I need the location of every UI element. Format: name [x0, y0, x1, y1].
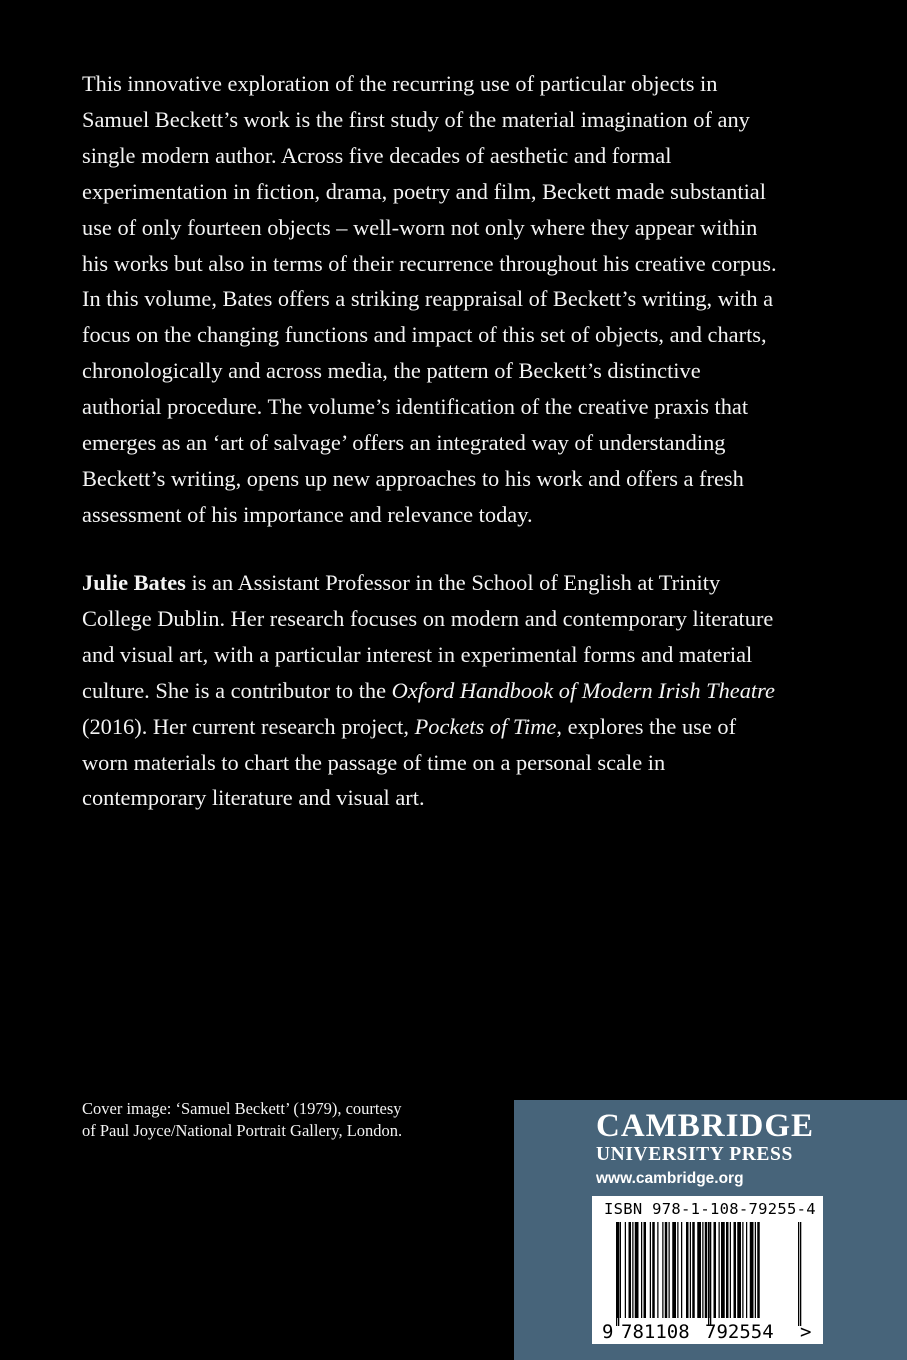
barcode-guard-bar: [616, 1222, 617, 1326]
barcode-bar: [719, 1222, 720, 1318]
barcode-bar: [686, 1222, 689, 1318]
barcode-digit-lead: 9: [602, 1321, 614, 1343]
barcode-bar: [730, 1222, 731, 1318]
barcode-bar: [625, 1222, 626, 1318]
barcode-bar: [726, 1222, 729, 1318]
barcode-bar: [620, 1222, 621, 1318]
barcode-guard-bar: [800, 1222, 801, 1326]
isbn-barcode: [592, 1196, 823, 1344]
barcode-bar: [669, 1222, 670, 1318]
barcode-digits-right: 792554: [705, 1321, 774, 1343]
publisher-url: www.cambridge.org: [596, 1170, 744, 1187]
barcode-bar: [721, 1222, 725, 1318]
barcode-bar: [746, 1222, 747, 1318]
bio-text-2: (2016). Her current research project,: [82, 713, 415, 739]
credit-line-2: of Paul Joyce/National Portrait Gallery, London.: [82, 1121, 403, 1140]
barcode-bar: [672, 1222, 676, 1318]
barcode-bars: [592, 1196, 823, 1344]
barcode-bar: [697, 1222, 701, 1318]
barcode-bar: [662, 1222, 663, 1318]
barcode-bar: [757, 1222, 760, 1318]
project-title: Pockets of Time: [414, 713, 557, 739]
barcode-bar: [635, 1222, 639, 1318]
barcode-guard-bar: [618, 1222, 619, 1326]
barcode-end-mark: >: [800, 1321, 812, 1343]
handbook-title: Oxford Handbook of Modern Irish Theatre: [391, 677, 775, 703]
barcode-bar: [657, 1222, 658, 1318]
barcode-bar: [650, 1222, 651, 1318]
author-name: Julie Bates: [82, 570, 186, 595]
author-biography: [82, 565, 782, 816]
barcode-bar: [644, 1222, 647, 1318]
publisher-name: CAMBRIDGE: [596, 1108, 815, 1144]
isbn-label: ISBN 978-1-108-79255-4: [604, 1200, 816, 1218]
barcode-bar: [755, 1222, 756, 1318]
barcode-bar: [750, 1222, 754, 1318]
barcode-bar: [692, 1222, 695, 1318]
barcode-bar: [641, 1222, 642, 1318]
barcode-bar: [737, 1222, 741, 1318]
barcode-bar: [677, 1222, 678, 1318]
barcode-bar: [665, 1222, 668, 1318]
barcode-bar: [690, 1222, 691, 1318]
cover-image-credit: [82, 1098, 482, 1142]
publisher-panel: [514, 1100, 907, 1360]
barcode-bar: [714, 1222, 717, 1318]
barcode-bar: [702, 1222, 703, 1318]
barcode-bar: [734, 1222, 737, 1318]
credit-line-1: Cover image: ‘Samuel Beckett’ (1979), courtesy: [82, 1099, 402, 1118]
book-description: This innovative exploration of the recurring use of particular objects in Samuel Beckett’s work is the first study of the material imagination of any single modern author. Across five decades of aesthetic and formal experimentation in fiction, drama, poetry and film, Beckett made substantial use of only fourteen objects – well-worn not only where they appear within his works but also in terms of their recurrence throughout his creative corpus. In this volume, Bates offers a striking reappraisal of Beckett’s writing, with a focus on the changing functions and impact of this set of objects, and charts, chronologically and across media, the pattern of Beckett’s distinctive authorial procedure. The volume’s identification of the creative praxis that emerges as an ‘art of salvage’ offers an integrated way of understanding Beckett’s writing, opens up new approaches to his work and offers a fresh assessment of his importance and relevance today.: [82, 71, 777, 527]
barcode-bar: [632, 1222, 633, 1318]
barcode-guard-bar: [798, 1222, 799, 1326]
bio-text-3: , explores the use of worn materials to chart the passage of time on a personal scale in contemporary literature and visual art.: [82, 713, 737, 811]
barcode-digits-left: 781108: [621, 1321, 690, 1343]
bio-text-1: is an Assistant Professor in the School of English at Trinity College Dublin. Her research focuses on modern and contemporary literature and visual art, with a particular interest in experimental forms and material culture. She is a contributor to the: [82, 570, 774, 703]
barcode-bar: [629, 1222, 632, 1318]
barcode-bar: [652, 1222, 655, 1318]
barcode-bar: [705, 1222, 708, 1318]
barcode-bar: [681, 1222, 682, 1318]
publisher-subname: UNIVERSITY PRESS: [596, 1144, 793, 1165]
barcode-bar: [742, 1222, 743, 1318]
barcode-guard-bar: [710, 1222, 711, 1326]
barcode-guard-bar: [708, 1222, 709, 1326]
